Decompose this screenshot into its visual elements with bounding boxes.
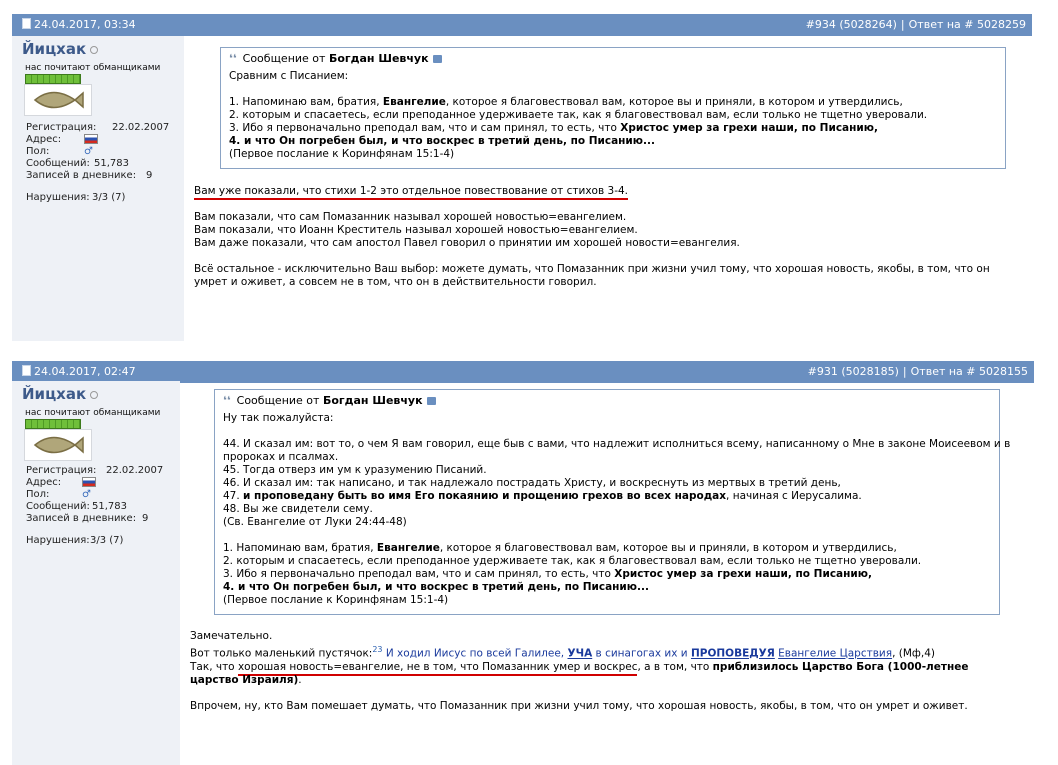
post-header [12, 361, 1034, 383]
ichthys-icon [31, 434, 85, 456]
quote-body [229, 70, 997, 161]
text-line: Вам показали, что Иоанн Креститель называл хорошей новостью=евангелием. [194, 224, 638, 236]
document-icon [22, 18, 31, 29]
user-info: Регистрация: 22.02.2007 Адрес: Пол: ♂ Сообщений: 51,783 Записей в дневнике: 9 Нарушения: 3/3 (7) [26, 122, 170, 203]
post-body [194, 185, 990, 289]
text-line: царство Израиля). [190, 673, 302, 686]
text-line: 48. Вы же свидетели сему. [223, 503, 373, 515]
text-line: 2. которым и спасаетесь, если преподанное удерживаете так, как я благовествовал вам, если только не тщетно уверовали. [223, 555, 922, 567]
quote-header: ❛❛ Сообщение от Богдан Шевчук [223, 394, 436, 407]
male-icon: ♂ [84, 146, 93, 157]
text-line: (Св. Евангелие от Луки 24:44-48) [223, 516, 407, 528]
text-line: 47. и проповедану быть во имя Его покаянию и прощению грехов во всех народах, начиная с Иерусалима. [223, 490, 862, 502]
reputation-bar [25, 419, 81, 429]
text-line [190, 687, 968, 700]
user-title: нас почитают обманщиками [25, 63, 161, 73]
text-line [194, 250, 990, 263]
text-line: 4. и что Он погребен был, и что воскрес в третий день, по Писанию... [229, 135, 655, 147]
post-date [22, 18, 136, 31]
quote-header: ❛❛ Сообщение от Богдан Шевчук [229, 52, 442, 65]
user-info: Регистрация: 22.02.2007 Адрес: Пол: ♂ Сообщений: 51,783 Записей в дневнике: 9 Нарушения: 3/3 (7) [26, 465, 164, 546]
text-line: Впрочем, ну, кто Вам помешает думать, что Помазанник при жизни учил тому, что хорошая новость, якобы, в том, что он умрет и оживет. [190, 699, 968, 712]
text-line: Ну так пожалуйста: [223, 412, 334, 424]
reputation-bar [25, 74, 81, 84]
text-line: 4. и что Он погребен был, и что воскрес в третий день, по Писанию... [223, 581, 649, 593]
post-id-link[interactable]: #934 (5028264) [805, 18, 897, 31]
username[interactable]: Йицхак [22, 40, 98, 58]
ichthys-icon [31, 89, 85, 111]
quote-author: Богдан Шевчук [328, 52, 429, 65]
reply-to-link[interactable]: Ответ на # 5028155 [910, 365, 1028, 378]
text-line [223, 529, 991, 542]
view-post-icon[interactable] [433, 55, 442, 63]
text-line: (Первое послание к Коринфянам 15:1-4) [223, 594, 449, 606]
post-date [22, 365, 136, 378]
russia-flag-icon [82, 477, 96, 487]
text-line: 1. Напоминаю вам, братия, Евангелие, которое я благовествовал вам, которое вы и приняли, в котором и утвердились, [223, 542, 897, 554]
user-title: нас почитают обманщиками [25, 408, 161, 418]
text-line: 3. Ибо я первоначально преподал вам, что и сам принял, то есть, что Христос умер за грехи наши, по Писанию, [223, 568, 872, 580]
username[interactable]: Йицхак [22, 385, 98, 403]
post-date-text: 24.04.2017, 03:34 [34, 18, 136, 31]
user-sidebar [12, 36, 184, 341]
text-line: Вам даже показали, что сам апостол Павел говорил о принятии им хорошей новости=евангелия. [194, 237, 740, 249]
document-icon [22, 365, 31, 376]
quote-body [223, 412, 1011, 607]
text-line: 46. И сказал им: так написано, и так надлежало пострадать Христу, и воскреснуть из мертвых в третий день, [223, 477, 841, 489]
post-header [12, 14, 1032, 36]
text-line: Замечательно. [190, 630, 273, 642]
text-line: 1. Напоминаю вам, братия, Евангелие, которое я благовествовал вам, которое вы и приняли, в котором и утвердились, [229, 96, 903, 108]
post-body [190, 630, 968, 713]
quote-box [214, 389, 1011, 615]
male-icon: ♂ [82, 489, 91, 500]
text-line: 45. Тогда отверз им ум к уразумению Писаний. [223, 464, 487, 476]
text-line: пророках и псалмах. [223, 451, 339, 463]
text-line: Так, что хорошая новость=евангелие, не в том, что Помазанник умер и воскрес, а в том, что приблизилось Царство Бога (1000-летнее [190, 661, 968, 674]
quote-author: Богдан Шевчук [322, 394, 423, 407]
offline-status-icon [90, 391, 98, 399]
text-line: 2. которым и спасаетесь, если преподанное удерживаете так, как я благовествовал вам, если только не тщетно уверовали. [229, 109, 928, 121]
quote-icon: ❛❛ [229, 52, 237, 65]
text-line: Вот только маленький пустячок:$^{23}$ И ходил Иисус по всей Галилее, УЧА в синагогах их и ПРОПОВЕДУЯ Евангелие Царствия, (Мф,4) [190, 645, 935, 660]
view-post-icon[interactable] [427, 397, 436, 405]
post-id-link[interactable]: #931 (5028185) [807, 365, 899, 378]
user-sidebar [12, 381, 180, 765]
post-date-text: 24.04.2017, 02:47 [34, 365, 136, 378]
post-meta: #934 (5028264) | Ответ на # 5028259 [805, 18, 1026, 31]
russia-flag-icon [84, 134, 98, 144]
avatar[interactable] [24, 429, 92, 461]
reply-to-link[interactable]: Ответ на # 5028259 [908, 18, 1026, 31]
quote-icon: ❛❛ [223, 394, 231, 407]
text-line [223, 425, 991, 438]
text-line: 44. И сказал им: вот то, о чем Я вам говорил, еще быв с вами, что надлежит исполниться всему, написанному о Мне в законе Моисеевом и в [223, 438, 1011, 450]
text-line: (Первое послание к Коринфянам 15:1-4) [229, 148, 455, 160]
post-meta: #931 (5028185) | Ответ на # 5028155 [807, 365, 1028, 378]
text-line: 3. Ибо я первоначально преподал вам, что и сам принял, то есть, что Христос умер за грехи наши, по Писанию, [229, 122, 878, 134]
text-line [229, 83, 997, 96]
text-line: Вам показали, что сам Помазанник называл хорошей новостью=евангелием. [194, 211, 627, 223]
offline-status-icon [90, 46, 98, 54]
text-line: Вам уже показали, что стихи 1-2 это отдельное повествование от стихов 3-4. [194, 185, 990, 198]
avatar[interactable] [24, 84, 92, 116]
quote-box [220, 47, 1006, 169]
text-line: умрет и оживет, а совсем не в том, что он в действительности говорил. [194, 276, 597, 288]
text-line: Сравним с Писанием: [229, 70, 349, 82]
text-line: Всё остальное - исключительно Ваш выбор: можете думать, что Помазанник при жизни учил тому, что хорошая новость, якобы, в том, что он [194, 263, 990, 275]
